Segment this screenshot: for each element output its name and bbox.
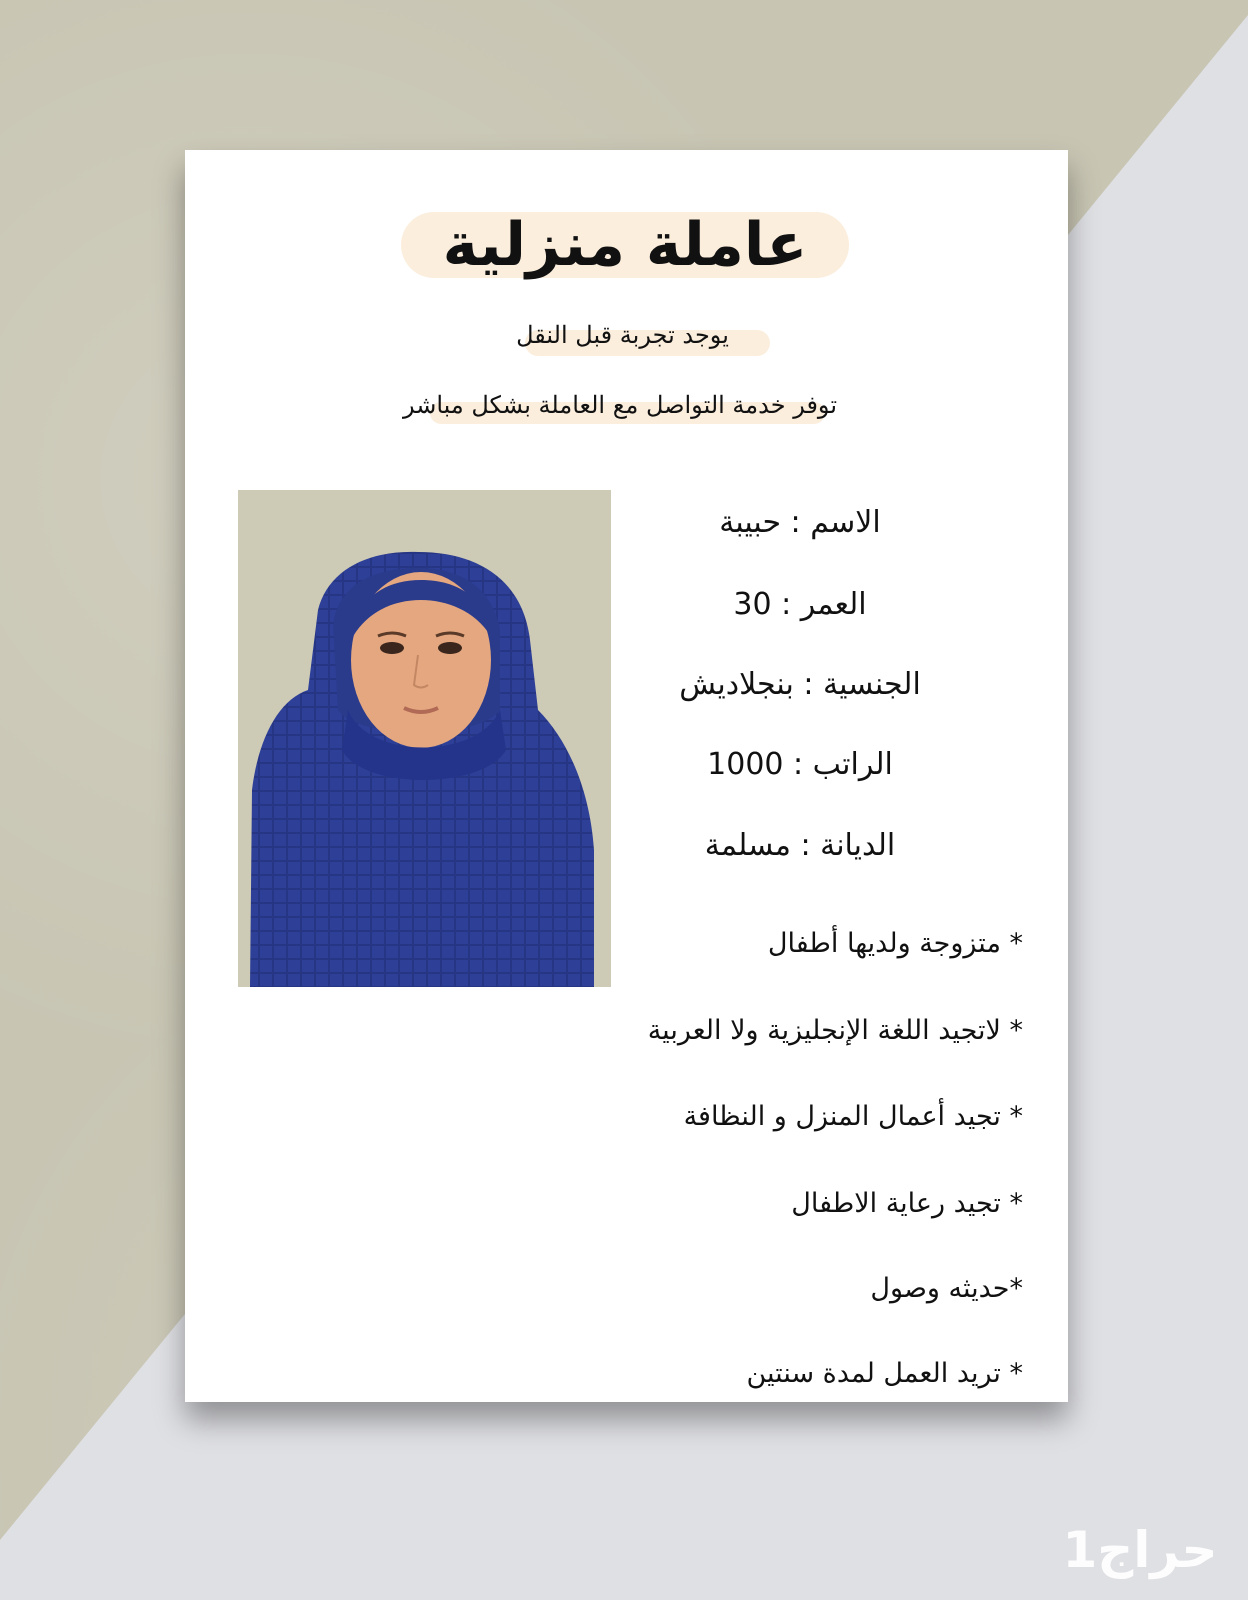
info-age: العمر : 30	[733, 587, 867, 622]
info-salary: الراتب : 1000	[707, 747, 893, 782]
page-title: عاملة منزلية	[442, 210, 808, 280]
worker-photo	[238, 490, 611, 987]
info-name: الاسم : حبيبة	[719, 505, 881, 540]
note-languages: * لاتجيد اللغة الإنجليزية ولا العربية	[647, 1015, 1023, 1046]
note-childcare: * تجيد رعاية الاطفال	[791, 1188, 1023, 1219]
note-married: * متزوجة ولديها أطفال	[767, 928, 1023, 959]
worker-portrait-illustration	[238, 490, 611, 987]
note-two-years: * تريد العمل لمدة سنتين	[746, 1358, 1023, 1389]
haraj-watermark: حراج1	[1062, 1521, 1218, 1579]
note-housework: * تجيد أعمال المنزل و النظافة	[683, 1101, 1023, 1132]
subtitle-contact: توفر خدمة التواصل مع العاملة بشكل مباشر	[402, 391, 837, 419]
subtitle-trial: يوجد تجربة قبل النقل	[516, 321, 729, 349]
note-new-arrival: *حديثه وصول	[870, 1273, 1023, 1304]
info-nationality: الجنسية : بنجلاديش	[679, 667, 921, 702]
info-religion: الديانة : مسلمة	[704, 828, 896, 863]
